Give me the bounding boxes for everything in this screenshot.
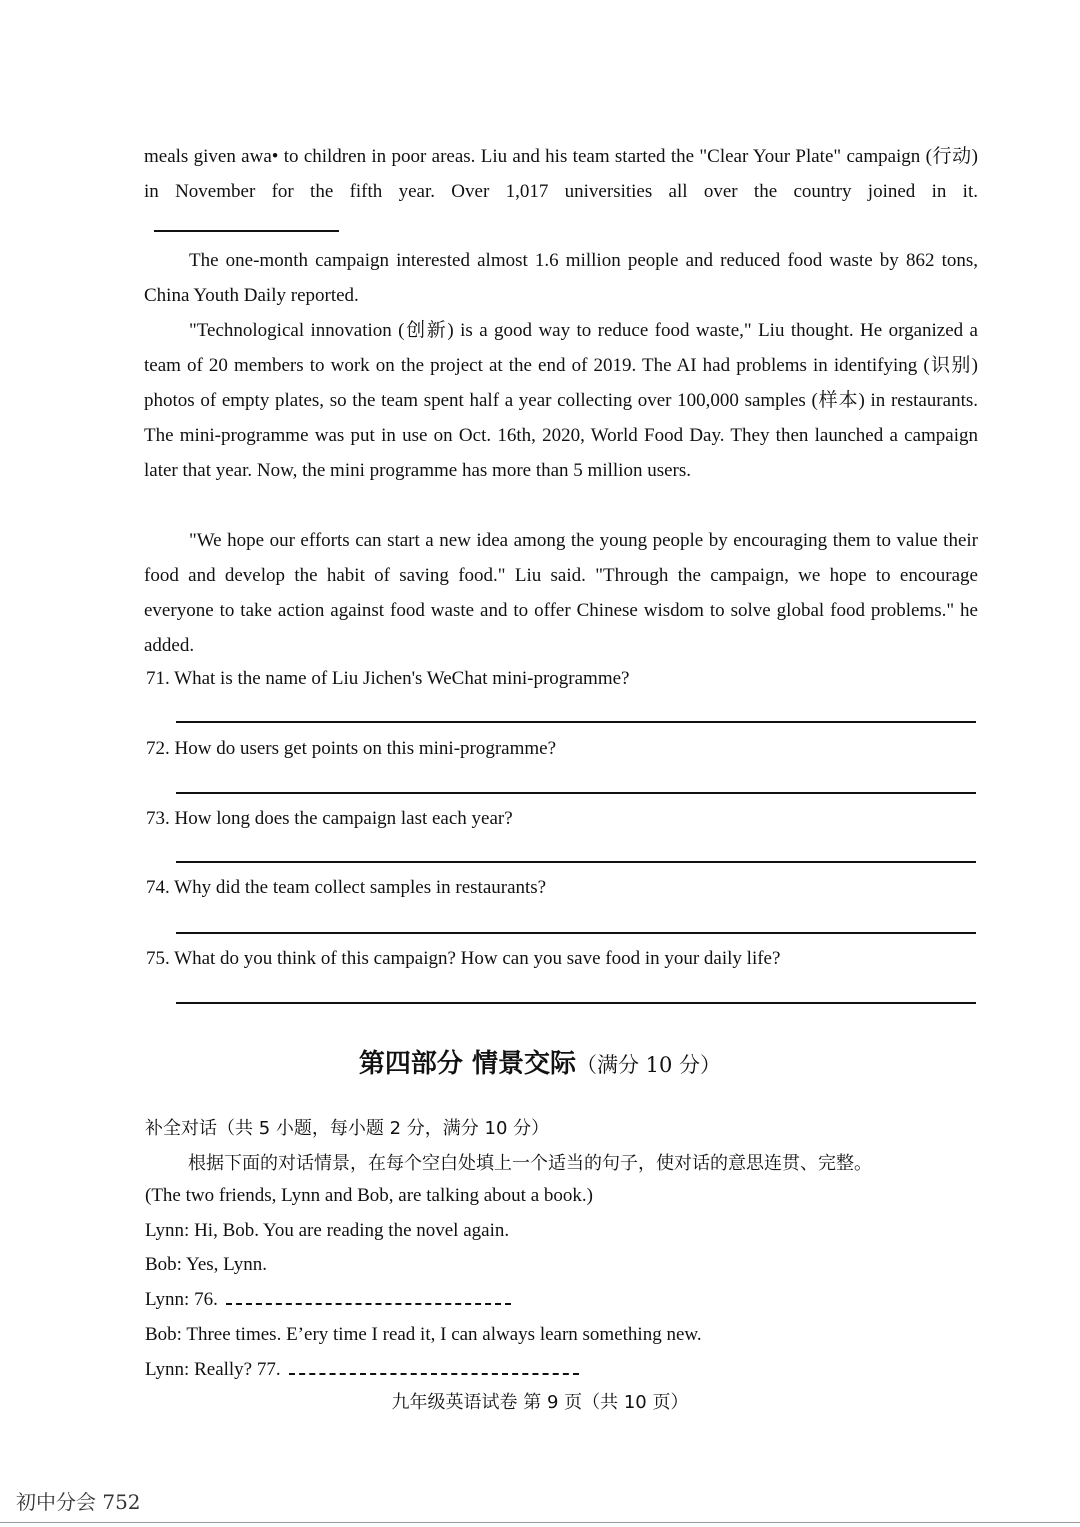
inline-answer-blank[interactable] xyxy=(154,216,339,232)
dialogue-context: (The two friends, Lynn and Bob, are talking about a book.) xyxy=(145,1185,593,1206)
section-instruction: 根据下面的对话情景，在每个空白处填上一个适当的句子，使对话的意思连贯、完整。 xyxy=(188,1153,872,1174)
dialogue-line-77 xyxy=(145,1359,579,1381)
passage-paragraph-4: "We hope our efforts can start a new idea among the young people by encouraging them to value their food and develop the habit of saving food." Liu said. "Through the campaign, we hope to encourage everyone to take action against food waste and to offer Chinese wisdom to solve global food problems." he added. xyxy=(144,530,978,656)
answer-line-73[interactable] xyxy=(176,861,976,863)
answer-line-71[interactable] xyxy=(176,721,976,723)
answer-blank-77[interactable] xyxy=(289,1361,579,1375)
answer-line-72[interactable] xyxy=(176,792,976,794)
answer-line-74[interactable] xyxy=(176,932,976,934)
passage-paragraph-1 xyxy=(144,139,978,244)
dialogue-line-77-text: Lynn: Really? 77. xyxy=(145,1359,281,1380)
section-title xyxy=(0,1043,1080,1080)
watermark: 初中分会 752 xyxy=(16,1490,141,1514)
dialogue-line: Bob: Three times. E’ery time I read it, I can always learn something new. xyxy=(145,1324,702,1345)
bottom-divider xyxy=(0,1522,1080,1523)
passage-paragraph-3: "Technological innovation (创新) is a good way to reduce food waste," Liu thought. He organized a team of 20 members to work on the project at the end of 2019. The AI had problems in identifying (识别) photos of empty plates, so the team spent half a year collecting over 100,000 samples (样本) in restaurants. The mini-programme was put in use on Oct. 16th, 2020, World Food Day. They then launched a campaign later that year. Now, the mini programme has more than 5 million users. xyxy=(144,320,978,481)
dialogue-line-76 xyxy=(145,1289,511,1311)
passage-paragraph-1-text: meals given awa• to children in poor areas. Liu and his team started the "Clear Your Plate" campaign (行动) in November for the fifth year. Over 1,017 universities all over the country joined in it. xyxy=(144,146,978,202)
question-74: 74. Why did the team collect samples in restaurants? xyxy=(146,877,547,898)
section-score: （满分 10 分） xyxy=(575,1053,722,1077)
page-footer: 九年级英语试卷 第 9 页（共 10 页） xyxy=(391,1392,689,1413)
question-73: 73. How long does the campaign last each year? xyxy=(146,808,513,829)
dialogue-line: Bob: Yes, Lynn. xyxy=(145,1254,267,1275)
question-71: 71. What is the name of Liu Jichen's WeChat mini-programme? xyxy=(146,668,630,689)
section-title-text: 第四部分 情景交际 xyxy=(358,1049,576,1079)
dialogue-line-76-text: Lynn: 76. xyxy=(145,1289,218,1310)
passage-paragraph-2: The one-month campaign interested almost 1.6 million people and reduced food waste by 862 tons, China Youth Daily reported. xyxy=(144,250,978,306)
answer-blank-76[interactable] xyxy=(226,1291,511,1305)
question-75: 75. What do you think of this campaign? How can you save food in your daily life? xyxy=(146,948,781,969)
section-subtitle: 补全对话（共 5 小题，每小题 2 分，满分 10 分） xyxy=(145,1118,550,1139)
question-72: 72. How do users get points on this mini-programme? xyxy=(146,738,557,759)
dialogue-line: Lynn: Hi, Bob. You are reading the novel again. xyxy=(145,1220,510,1241)
answer-line-75[interactable] xyxy=(176,1002,976,1004)
